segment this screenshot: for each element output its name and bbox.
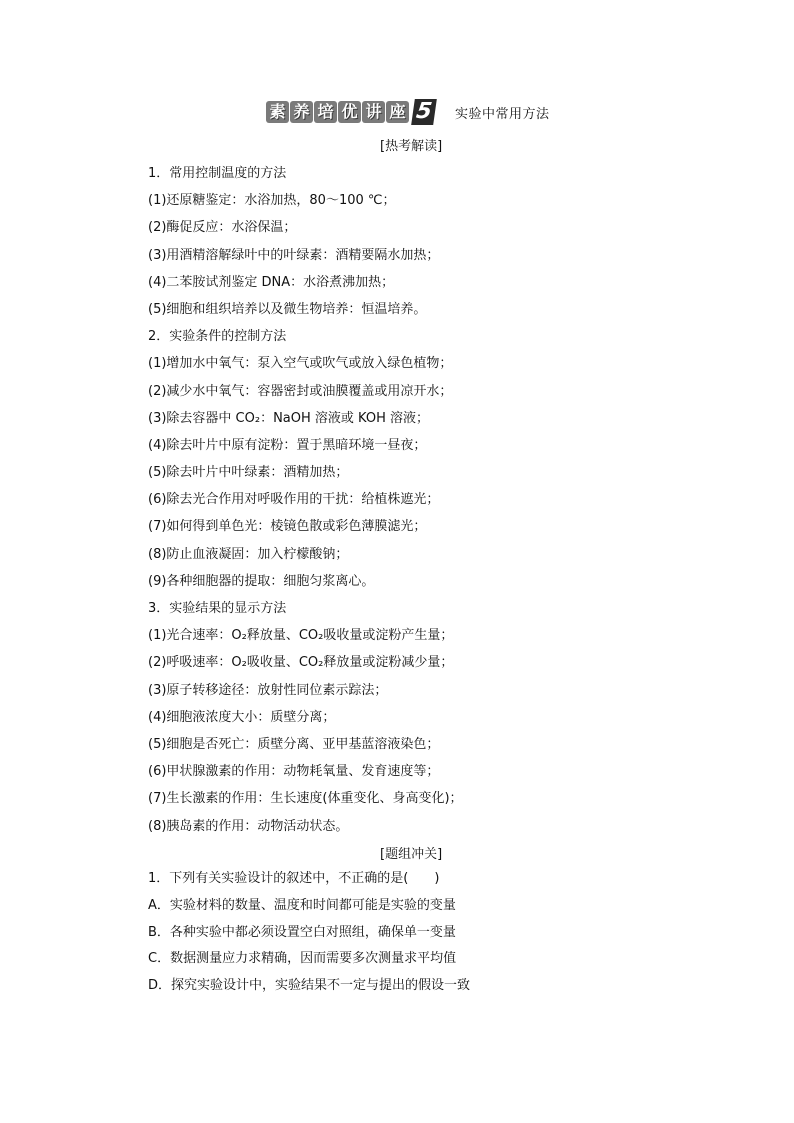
list-item: (3)除去容器中 CO₂：NaOH 溶液或 KOH 溶液； [148,410,429,426]
list-item: (5)细胞是否死亡：质壁分离、亚甲基蓝溶液染色； [148,736,440,752]
question-stem: 1．下列有关实验设计的叙述中，不正确的是( ) [148,871,440,886]
banner-char: 座 [386,101,409,123]
list-item: (4)二苯胺试剂鉴定 DNA：水浴煮沸加热； [148,274,395,290]
banner-badge [266,99,435,125]
question-block [148,866,668,1000]
list-item: (6)甲状腺激素的作用：动物耗氧量、发育速度等； [148,764,440,780]
main-content [148,160,668,840]
practice-label: [题组冲关] [380,847,443,862]
list-item: (7)生长激素的作用：生长速度(体重变化、身高变化)； [148,791,463,807]
banner-number: 5 [411,99,437,125]
section-heading: 3．实验结果的显示方法 [148,601,287,616]
list-item: (1)光合速率：O₂释放量、CO₂吸收量或淀粉产生量； [148,628,454,644]
banner-char: 培 [314,101,337,123]
list-item: (2)减少水中氧气：容器密封或油膜覆盖或用凉开水； [148,383,453,399]
list-item: (4)细胞液浓度大小：质壁分离； [148,709,336,725]
list-item: (4)除去叶片中原有淀粉：置于黑暗环境一昼夜； [148,437,427,453]
banner-char: 讲 [362,101,385,123]
section-heading: 2．实验条件的控制方法 [148,329,287,345]
answer-option: A．实验材料的数量、温度和时间都可能是实验的变量 [148,897,456,913]
banner-char: 养 [290,101,313,123]
list-item: (2)呼吸速率：O₂吸收量、CO₂释放量或淀粉减少量； [148,655,454,671]
lecture-banner [266,98,550,126]
list-item: (7)如何得到单色光：棱镜色散或彩色薄膜滤光； [148,519,427,535]
banner-char: 素 [266,101,289,123]
list-item: (1)增加水中氧气：泵入空气或吹气或放入绿色植物； [148,356,453,372]
list-item: (8)防止血液凝固：加入柠檬酸钠； [148,546,349,562]
page-title: 实验中常用方法 [455,106,550,122]
list-item: (8)胰岛素的作用：动物活动状态。 [148,818,349,834]
section-heading: 1．常用控制温度的方法 [148,166,287,181]
banner-char: 优 [338,101,361,123]
hot-analysis-label: [热考解读] [380,139,443,154]
answer-option: C．数据测量应力求精确，因而需要多次测量求平均值 [148,951,457,967]
list-item: (2)酶促反应：水浴保温； [148,220,297,236]
list-item: (3)原子转移途径：放射性同位素示踪法； [148,682,388,698]
answer-option: B．各种实验中都必须设置空白对照组，确保单一变量 [148,924,456,940]
list-item: (5)除去叶片中叶绿素：酒精加热； [148,465,349,481]
list-item: (3)用酒精溶解绿叶中的叶绿素：酒精要隔水加热； [148,247,440,263]
list-item: (6)除去光合作用对呼吸作用的干扰：给植株遮光； [148,492,440,508]
answer-option: D．探究实验设计中，实验结果不一定与提出的假设一致 [148,978,471,994]
list-item: (9)各种细胞器的提取：细胞匀浆离心。 [148,573,375,589]
list-item: (5)细胞和组织培养以及微生物培养：恒温培养。 [148,301,427,317]
list-item: (1)还原糖鉴定：水浴加热，80～100 ℃； [148,193,396,209]
